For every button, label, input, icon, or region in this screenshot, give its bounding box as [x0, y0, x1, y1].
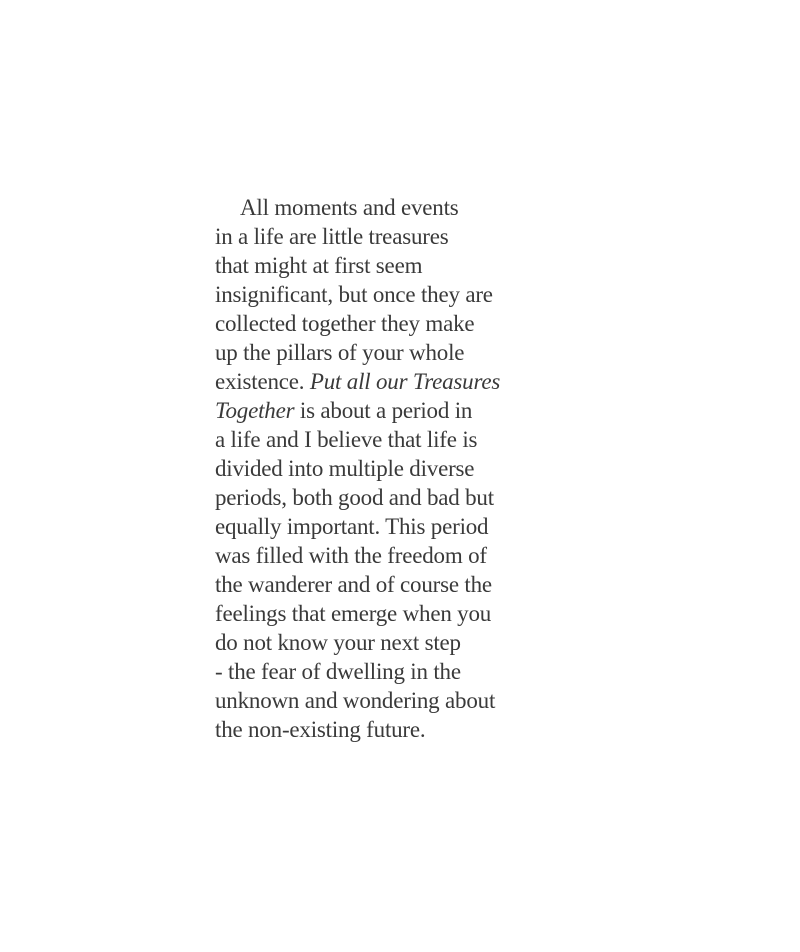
text-segment: - the fear of dwelling in the: [215, 659, 461, 684]
paragraph-line: [215, 512, 545, 541]
paragraph-line: [215, 193, 545, 222]
text-segment: up the pillars of your whole: [215, 340, 465, 365]
paragraph-line: [215, 686, 545, 715]
text-segment: was filled with the freedom of: [215, 543, 487, 568]
paragraph-line: [215, 338, 545, 367]
text-segment: that might at first seem: [215, 253, 423, 278]
paragraph-line: [215, 367, 545, 396]
text-segment: equally important. This period: [215, 514, 489, 539]
book-title-segment: Put all our Treasures: [309, 369, 501, 394]
paragraph-line: [215, 222, 545, 251]
text-segment: periods, both good and bad but: [215, 485, 494, 510]
text-segment: feelings that emerge when you: [215, 601, 492, 626]
text-segment: existence.: [215, 369, 310, 394]
paragraph-line: [215, 454, 545, 483]
paragraph-line: [215, 599, 545, 628]
text-segment: unknown and wondering about: [215, 688, 496, 713]
book-title-segment: Together: [215, 398, 295, 423]
text-segment: divided into multiple diverse: [215, 456, 475, 481]
paragraph-line: [215, 425, 545, 454]
paragraph-line: [215, 309, 545, 338]
paragraph-line: [215, 483, 545, 512]
paragraph-line: [215, 570, 545, 599]
paragraph-line: [215, 280, 545, 309]
text-segment: insignificant, but once they are: [215, 282, 493, 307]
text-segment: collected together they make: [215, 311, 475, 336]
text-segment: All moments and events: [240, 195, 459, 220]
paragraph-line: [215, 541, 545, 570]
paragraph-line: [215, 396, 545, 425]
text-segment: the non-existing future.: [215, 717, 426, 742]
text-segment: is about a period in: [294, 398, 473, 423]
text-segment: in a life are little treasures: [215, 224, 449, 249]
text-segment: a life and I believe that life is: [215, 427, 478, 452]
paragraph-line: [215, 715, 545, 744]
paragraph-line: [215, 628, 545, 657]
paragraph-line: [215, 251, 545, 280]
text-segment: do not know your next step: [215, 630, 461, 655]
text-segment: the wanderer and of course the: [215, 572, 492, 597]
paragraph-line: [215, 657, 545, 686]
body-paragraph: [215, 193, 545, 744]
